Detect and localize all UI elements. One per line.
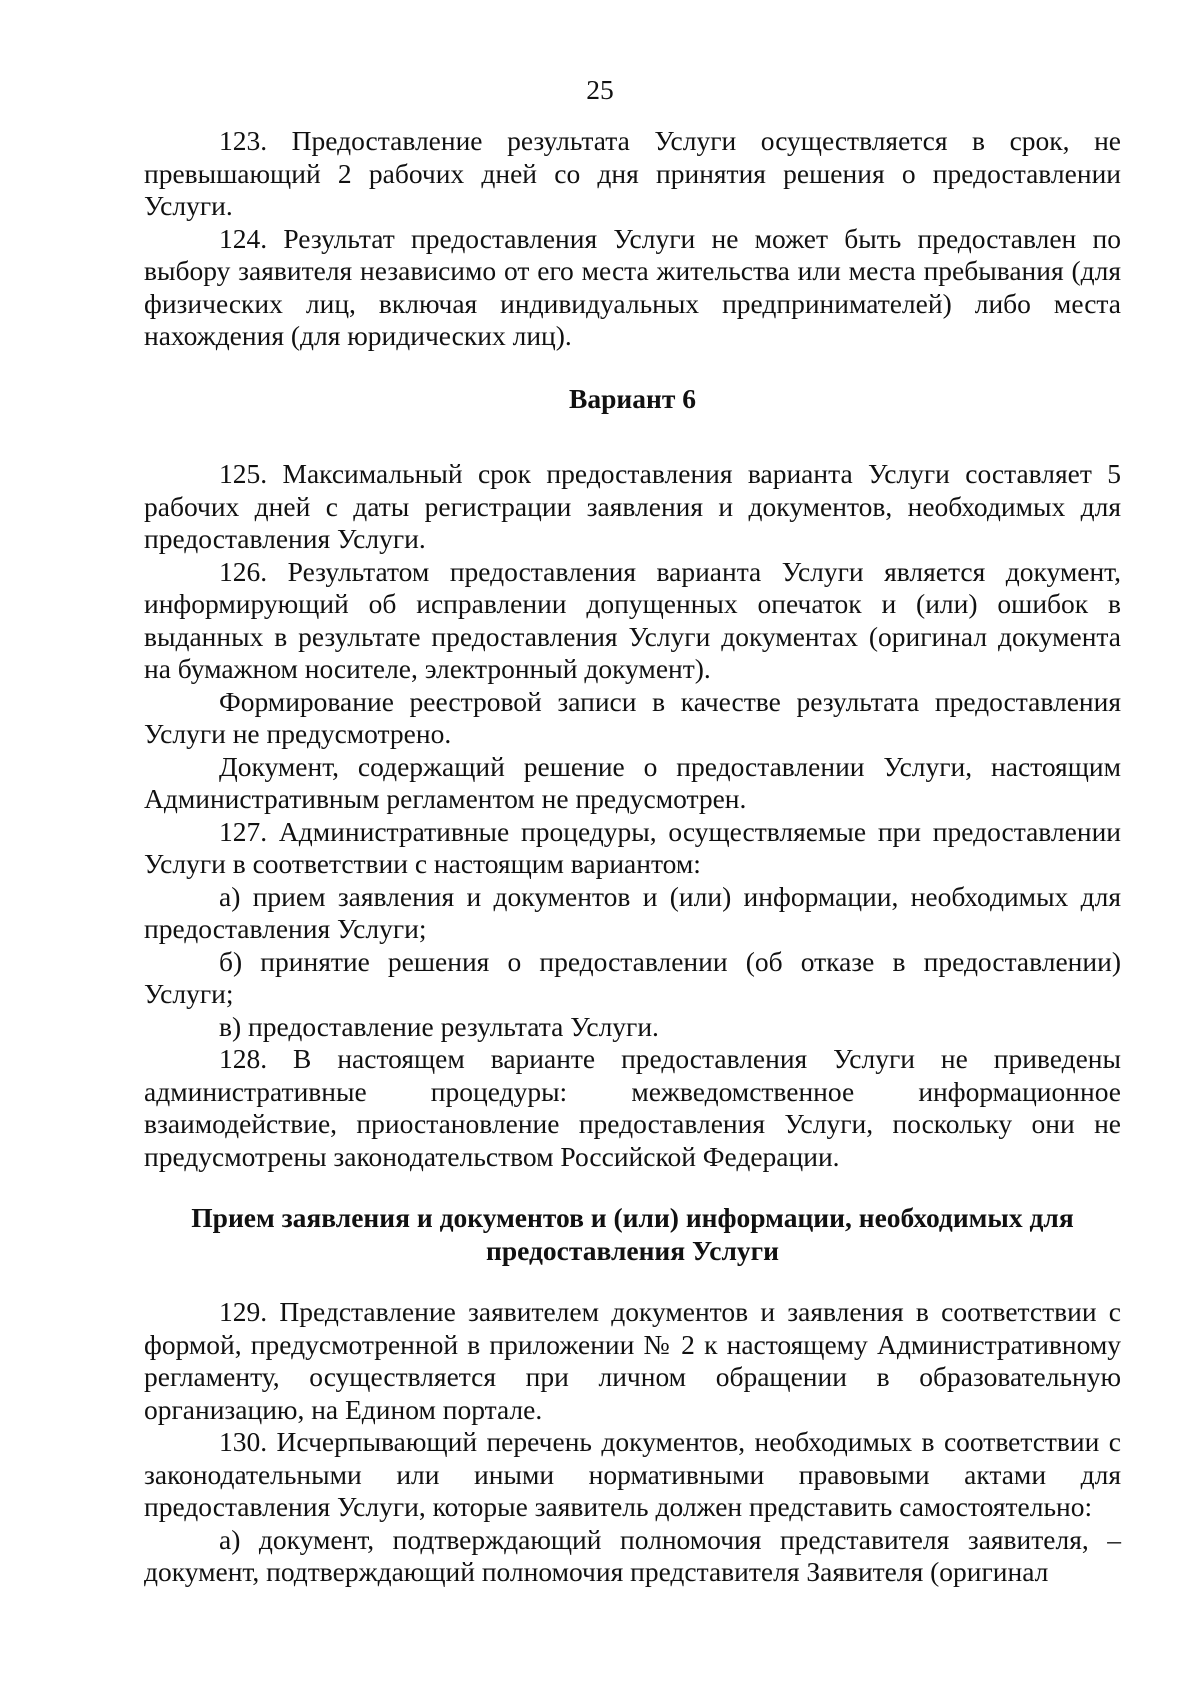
document-body (144, 125, 1121, 1589)
paragraph-126-registry: Формирование реестровой записи в качестве результата предоставления Услуги не предусмотрено. (144, 685, 1121, 749)
paragraph-126-decision: Документ, содержащий решение о предоставлении Услуги, настоящим Административным регламентом не предусмотрен. (144, 750, 1121, 814)
paragraph-127: 127. Административные процедуры, осуществляемые при предоставлении Услуги в соответствии с настоящим вариантом: (144, 815, 1121, 879)
paragraph-129: 129. Представление заявителем документов и заявления в соответствии с формой, предусмотренной в приложении № 2 к настоящему Административному регламенту, осуществляется при личном обращении в образовательную организацию, на Едином портале. (144, 1296, 1121, 1425)
paragraph-123: 123. Предоставление результата Услуги осуществляется в срок, не превышающий 2 рабочих дней со дня принятия решения о предоставлении Услуги. (144, 125, 1121, 221)
heading-section-line2: предоставления Услуги (486, 1234, 779, 1266)
paragraph-124: 124. Результат предоставления Услуги не может быть предоставлен по выбору заявителя независимо от его места жительства или места пребывания (для физических лиц, включая индивидуальных предпринимателей) либо места нахождения (для юридических лиц). (144, 222, 1121, 351)
paragraph-126: 126. Результатом предоставления варианта Услуги является документ, информирующий об исправлении допущенных опечаток и (или) ошибок в выданных в результате предоставления Услуги документах (оригинал документа на бумажном носителе, электронный документ). (144, 555, 1121, 684)
paragraph-125: 125. Максимальный срок предоставления варианта Услуги составляет 5 рабочих дней с даты регистрации заявления и документов, необходимых для предоставления Услуги. (144, 458, 1121, 554)
paragraph-128: 128. В настоящем варианте предоставления Услуги не приведены административные процедуры: межведомственное информационное взаимодействие, приостановление предоставления Услуги, поскольку они не предусмотрены законодательством Российской Федерации. (144, 1043, 1121, 1172)
paragraph-127-v: в) предоставление результата Услуги. (219, 1010, 659, 1042)
heading-variant-6: Вариант 6 (569, 382, 696, 414)
heading-section-reception (144, 1202, 1121, 1267)
heading-section-line1: Прием заявления и документов и (или) информации, необходимых для (191, 1202, 1074, 1233)
paragraph-130: 130. Исчерпывающий перечень документов, необходимых в соответствии с законодательными или иными нормативными правовыми актами для предоставления Услуги, которые заявитель должен представить самостоятельно: (144, 1426, 1121, 1522)
paragraph-127-b: б) принятие решения о предоставлении (об отказе в предоставлении) Услуги; (144, 945, 1121, 1009)
page-number: 25 (586, 74, 614, 105)
paragraph-130-a: а) документ, подтверждающий полномочия представителя заявителя, – документ, подтверждающий полномочия представителя Заявителя (оригинал (144, 1523, 1121, 1587)
paragraph-127-a: а) прием заявления и документов и (или) информации, необходимых для предоставления Услуги; (144, 880, 1121, 944)
